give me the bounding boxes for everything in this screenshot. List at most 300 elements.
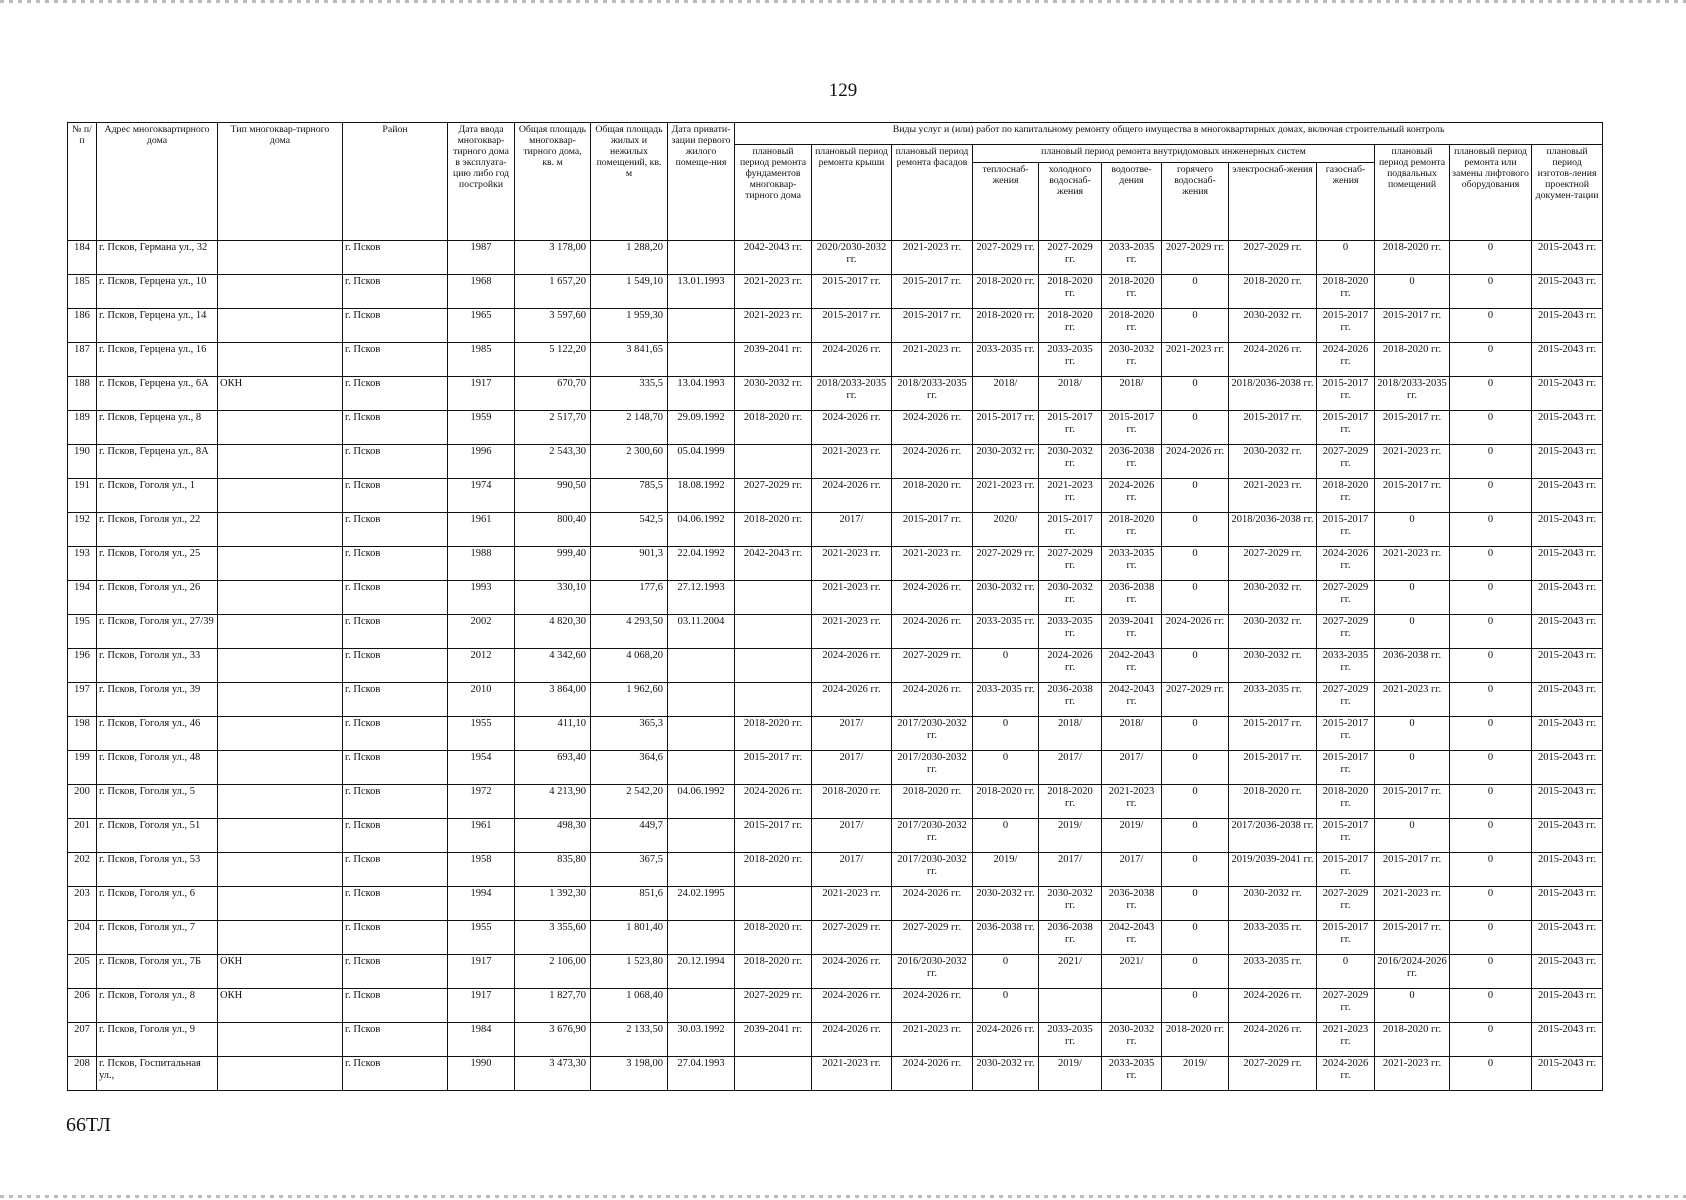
cell-electricity: 2030-2032 гг. (1229, 445, 1317, 479)
col-header-gas: газоснаб-жения (1317, 163, 1375, 241)
cell-gas: 2033-2035 гг. (1317, 649, 1375, 683)
cell-design-docs: 2015-2043 гг. (1532, 751, 1603, 785)
cell-year: 1987 (448, 241, 515, 275)
cell-year: 1955 (448, 921, 515, 955)
cell-total-area: 3 473,30 (515, 1057, 591, 1091)
cell-living-area: 2 542,20 (591, 785, 668, 819)
cell-district: г. Псков (343, 955, 448, 989)
cell-foundation: 2027-2029 гг. (735, 479, 812, 513)
cell-cold-water: 2036-2038 гг. (1039, 683, 1102, 717)
cell-living-area: 1 962,60 (591, 683, 668, 717)
cell-electricity: 2015-2017 гг. (1229, 411, 1317, 445)
cell-foundation (735, 649, 812, 683)
cell-address: г. Псков, Гоголя ул., 6 (97, 887, 218, 921)
cell-district: г. Псков (343, 309, 448, 343)
cell-privatization-date: 18.08.1992 (668, 479, 735, 513)
col-header-living-area: Общая площадь жилых и нежилых помещений, кв. м (591, 123, 668, 241)
cell-privatization-date: 13.01.1993 (668, 275, 735, 309)
cell-gas: 2018-2020 гг. (1317, 479, 1375, 513)
cell-type (218, 853, 343, 887)
cell-num: 194 (68, 581, 97, 615)
cell-privatization-date (668, 751, 735, 785)
cell-cold-water: 2024-2026 гг. (1039, 649, 1102, 683)
cell-basement: 2021-2023 гг. (1375, 1057, 1450, 1091)
cell-electricity: 2027-2029 гг. (1229, 1057, 1317, 1091)
cell-total-area: 3 676,90 (515, 1023, 591, 1057)
cell-lift: 0 (1450, 649, 1532, 683)
cell-num: 185 (68, 275, 97, 309)
cell-district: г. Псков (343, 343, 448, 377)
cell-type (218, 513, 343, 547)
table-row (68, 683, 1603, 717)
cell-drainage: 2021/ (1102, 955, 1162, 989)
cell-basement: 2018-2020 гг. (1375, 241, 1450, 275)
cell-gas: 2027-2029 гг. (1317, 683, 1375, 717)
table-row (68, 479, 1603, 513)
cell-foundation (735, 887, 812, 921)
cell-hot-water: 0 (1162, 751, 1229, 785)
cell-living-area: 4 068,20 (591, 649, 668, 683)
cell-drainage: 2017/ (1102, 853, 1162, 887)
cell-foundation: 2024-2026 гг. (735, 785, 812, 819)
cell-design-docs: 2015-2043 гг. (1532, 479, 1603, 513)
cell-cold-water: 2027-2029 гг. (1039, 547, 1102, 581)
cell-district: г. Псков (343, 751, 448, 785)
cell-drainage (1102, 989, 1162, 1023)
cell-roof: 2024-2026 гг. (812, 683, 892, 717)
col-header-hot-water: горячего водоснаб-жения (1162, 163, 1229, 241)
cell-lift: 0 (1450, 683, 1532, 717)
cell-electricity: 2021-2023 гг. (1229, 479, 1317, 513)
cell-design-docs: 2015-2043 гг. (1532, 615, 1603, 649)
cell-basement: 2021-2023 гг. (1375, 683, 1450, 717)
cell-drainage: 2033-2035 гг. (1102, 241, 1162, 275)
cell-address: г. Псков, Госпитальная ул., (97, 1057, 218, 1091)
cell-basement: 2015-2017 гг. (1375, 921, 1450, 955)
cell-privatization-date: 05.04.1999 (668, 445, 735, 479)
cell-living-area: 1 288,20 (591, 241, 668, 275)
cell-total-area: 2 543,30 (515, 445, 591, 479)
table-row (68, 955, 1603, 989)
cell-electricity: 2024-2026 гг. (1229, 1023, 1317, 1057)
cell-lift: 0 (1450, 547, 1532, 581)
cell-gas: 2027-2029 гг. (1317, 615, 1375, 649)
cell-type (218, 343, 343, 377)
cell-hot-water: 0 (1162, 309, 1229, 343)
cell-total-area: 999,40 (515, 547, 591, 581)
cell-district: г. Псков (343, 921, 448, 955)
cell-heating: 2033-2035 гг. (973, 615, 1039, 649)
cell-privatization-date (668, 649, 735, 683)
cell-facade: 2017/2030-2032 гг. (892, 853, 973, 887)
cell-foundation (735, 683, 812, 717)
cell-address: г. Псков, Гоголя ул., 22 (97, 513, 218, 547)
cell-roof: 2021-2023 гг. (812, 581, 892, 615)
cell-lift: 0 (1450, 989, 1532, 1023)
cell-electricity: 2024-2026 гг. (1229, 343, 1317, 377)
cell-type (218, 581, 343, 615)
cell-year: 1968 (448, 275, 515, 309)
cell-year: 1917 (448, 989, 515, 1023)
table-row (68, 547, 1603, 581)
cell-facade: 2018-2020 гг. (892, 479, 973, 513)
cell-heating: 2036-2038 гг. (973, 921, 1039, 955)
cell-electricity: 2027-2029 гг. (1229, 547, 1317, 581)
cell-year: 1961 (448, 513, 515, 547)
cell-total-area: 330,10 (515, 581, 591, 615)
cell-lift: 0 (1450, 309, 1532, 343)
cell-facade: 2017/2030-2032 гг. (892, 819, 973, 853)
cell-drainage: 2018/ (1102, 377, 1162, 411)
cell-address: г. Псков, Гоголя ул., 46 (97, 717, 218, 751)
cell-design-docs: 2015-2043 гг. (1532, 343, 1603, 377)
cell-gas: 2015-2017 гг. (1317, 819, 1375, 853)
cell-hot-water: 0 (1162, 819, 1229, 853)
cell-foundation: 2018-2020 гг. (735, 921, 812, 955)
cell-gas: 2015-2017 гг. (1317, 751, 1375, 785)
cell-living-area: 1 801,40 (591, 921, 668, 955)
cell-gas: 2021-2023 гг. (1317, 1023, 1375, 1057)
cell-type (218, 1023, 343, 1057)
table-row (68, 445, 1603, 479)
cell-district: г. Псков (343, 819, 448, 853)
cell-address: г. Псков, Герцена ул., 16 (97, 343, 218, 377)
cell-living-area: 542,5 (591, 513, 668, 547)
cell-type (218, 785, 343, 819)
cell-living-area: 3 198,00 (591, 1057, 668, 1091)
cell-foundation: 2027-2029 гг. (735, 989, 812, 1023)
cell-electricity: 2018/2036-2038 гг. (1229, 513, 1317, 547)
cell-address: г. Псков, Герцена ул., 6А (97, 377, 218, 411)
cell-heating: 2027-2029 гг. (973, 241, 1039, 275)
cell-living-area: 851,6 (591, 887, 668, 921)
cell-num: 202 (68, 853, 97, 887)
cell-design-docs: 2015-2043 гг. (1532, 547, 1603, 581)
cell-district: г. Псков (343, 1023, 448, 1057)
cell-roof: 2024-2026 гг. (812, 343, 892, 377)
cell-heating: 2018-2020 гг. (973, 275, 1039, 309)
cell-electricity: 2018-2020 гг. (1229, 785, 1317, 819)
cell-lift: 0 (1450, 275, 1532, 309)
cell-privatization-date: 03.11.2004 (668, 615, 735, 649)
cell-privatization-date: 24.02.1995 (668, 887, 735, 921)
cell-cold-water: 2015-2017 гг. (1039, 411, 1102, 445)
cell-gas: 2015-2017 гг. (1317, 513, 1375, 547)
cell-address: г. Псков, Германа ул., 32 (97, 241, 218, 275)
cell-address: г. Псков, Гоголя ул., 9 (97, 1023, 218, 1057)
cell-foundation: 2018-2020 гг. (735, 717, 812, 751)
cell-roof: 2015-2017 гг. (812, 309, 892, 343)
cell-year: 1965 (448, 309, 515, 343)
cell-design-docs: 2015-2043 гг. (1532, 989, 1603, 1023)
cell-cold-water: 2030-2032 гг. (1039, 887, 1102, 921)
cell-total-area: 1 827,70 (515, 989, 591, 1023)
cell-design-docs: 2015-2043 гг. (1532, 955, 1603, 989)
cell-hot-water: 2021-2023 гг. (1162, 343, 1229, 377)
col-header-basement: плановый период ремонта подвальных помещений (1375, 145, 1450, 241)
cell-electricity: 2030-2032 гг. (1229, 615, 1317, 649)
cell-cold-water: 2021-2023 гг. (1039, 479, 1102, 513)
cell-type: ОКН (218, 955, 343, 989)
cell-gas: 2024-2026 гг. (1317, 1057, 1375, 1091)
cell-privatization-date: 29.09.1992 (668, 411, 735, 445)
cell-total-area: 990,50 (515, 479, 591, 513)
cell-basement: 0 (1375, 581, 1450, 615)
cell-cold-water: 2021/ (1039, 955, 1102, 989)
cell-num: 196 (68, 649, 97, 683)
cell-lift: 0 (1450, 445, 1532, 479)
cell-district: г. Псков (343, 649, 448, 683)
cell-year: 1958 (448, 853, 515, 887)
cell-foundation: 2021-2023 гг. (735, 309, 812, 343)
cell-drainage: 2018-2020 гг. (1102, 275, 1162, 309)
cell-privatization-date: 20.12.1994 (668, 955, 735, 989)
cell-type: ОКН (218, 989, 343, 1023)
cell-hot-water: 0 (1162, 921, 1229, 955)
cell-foundation: 2018-2020 гг. (735, 513, 812, 547)
cell-design-docs: 2015-2043 гг. (1532, 513, 1603, 547)
cell-living-area: 335,5 (591, 377, 668, 411)
cell-basement: 2015-2017 гг. (1375, 411, 1450, 445)
cell-heating: 2027-2029 гг. (973, 547, 1039, 581)
cell-drainage: 2036-2038 гг. (1102, 445, 1162, 479)
cell-year: 1955 (448, 717, 515, 751)
cell-drainage: 2030-2032 гг. (1102, 1023, 1162, 1057)
cell-total-area: 498,30 (515, 819, 591, 853)
cell-drainage: 2042-2043 гг. (1102, 921, 1162, 955)
cell-hot-water: 0 (1162, 547, 1229, 581)
scan-bottom-edge (0, 1195, 1686, 1198)
cell-district: г. Псков (343, 547, 448, 581)
cell-basement: 2015-2017 гг. (1375, 479, 1450, 513)
cell-heating: 2018/ (973, 377, 1039, 411)
cell-district: г. Псков (343, 717, 448, 751)
cell-cold-water: 2017/ (1039, 853, 1102, 887)
cell-address: г. Псков, Гоголя ул., 7Б (97, 955, 218, 989)
cell-privatization-date: 22.04.1992 (668, 547, 735, 581)
cell-privatization-date (668, 683, 735, 717)
cell-roof: 2017/ (812, 853, 892, 887)
cell-lift: 0 (1450, 717, 1532, 751)
cell-electricity: 2030-2032 гг. (1229, 649, 1317, 683)
cell-district: г. Псков (343, 445, 448, 479)
cell-living-area: 1 523,80 (591, 955, 668, 989)
cell-district: г. Псков (343, 785, 448, 819)
table-row (68, 887, 1603, 921)
cell-num: 197 (68, 683, 97, 717)
cell-total-area: 411,10 (515, 717, 591, 751)
cell-facade: 2024-2026 гг. (892, 887, 973, 921)
cell-electricity: 2019/2039-2041 гг. (1229, 853, 1317, 887)
cell-cold-water: 2019/ (1039, 1057, 1102, 1091)
cell-basement: 0 (1375, 717, 1450, 751)
cell-cold-water: 2027-2029 гг. (1039, 241, 1102, 275)
cell-cold-water: 2018-2020 гг. (1039, 785, 1102, 819)
cell-roof: 2021-2023 гг. (812, 445, 892, 479)
cell-type (218, 717, 343, 751)
cell-basement: 0 (1375, 989, 1450, 1023)
cell-design-docs: 2015-2043 гг. (1532, 853, 1603, 887)
table-row (68, 411, 1603, 445)
cell-heating: 2030-2032 гг. (973, 1057, 1039, 1091)
cell-lift: 0 (1450, 853, 1532, 887)
cell-lift: 0 (1450, 819, 1532, 853)
cell-drainage: 2033-2035 гг. (1102, 1057, 1162, 1091)
cell-foundation: 2039-2041 гг. (735, 343, 812, 377)
cell-num: 193 (68, 547, 97, 581)
cell-type (218, 683, 343, 717)
cell-facade: 2027-2029 гг. (892, 649, 973, 683)
cell-roof: 2024-2026 гг. (812, 1023, 892, 1057)
cell-foundation: 2021-2023 гг. (735, 275, 812, 309)
cell-roof: 2024-2026 гг. (812, 649, 892, 683)
cell-num: 188 (68, 377, 97, 411)
cell-district: г. Псков (343, 853, 448, 887)
cell-cold-water: 2033-2035 гг. (1039, 615, 1102, 649)
cell-type (218, 547, 343, 581)
cell-year: 1972 (448, 785, 515, 819)
cell-privatization-date: 04.06.1992 (668, 513, 735, 547)
cell-total-area: 2 106,00 (515, 955, 591, 989)
cell-year: 1984 (448, 1023, 515, 1057)
cell-gas: 2015-2017 гг. (1317, 377, 1375, 411)
cell-facade: 2027-2029 гг. (892, 921, 973, 955)
cell-lift: 0 (1450, 1023, 1532, 1057)
cell-address: г. Псков, Гоголя ул., 53 (97, 853, 218, 887)
table-row (68, 785, 1603, 819)
cell-design-docs: 2015-2043 гг. (1532, 309, 1603, 343)
cell-roof: 2024-2026 гг. (812, 411, 892, 445)
cell-total-area: 4 820,30 (515, 615, 591, 649)
cell-hot-water: 0 (1162, 411, 1229, 445)
table-row (68, 921, 1603, 955)
table-row (68, 717, 1603, 751)
col-header-num: № п/п (68, 123, 97, 241)
cell-num: 192 (68, 513, 97, 547)
cell-year: 1996 (448, 445, 515, 479)
cell-privatization-date (668, 853, 735, 887)
cell-basement: 2021-2023 гг. (1375, 887, 1450, 921)
cell-basement: 0 (1375, 819, 1450, 853)
cell-facade: 2016/2030-2032 гг. (892, 955, 973, 989)
cell-hot-water: 0 (1162, 853, 1229, 887)
col-header-district: Район (343, 123, 448, 241)
cell-heating: 0 (973, 717, 1039, 751)
cell-privatization-date: 04.06.1992 (668, 785, 735, 819)
cell-foundation: 2015-2017 гг. (735, 751, 812, 785)
cell-design-docs: 2015-2043 гг. (1532, 785, 1603, 819)
cell-heating: 0 (973, 649, 1039, 683)
cell-hot-water: 2027-2029 гг. (1162, 683, 1229, 717)
cell-num: 199 (68, 751, 97, 785)
cell-facade: 2021-2023 гг. (892, 1023, 973, 1057)
cell-year: 2012 (448, 649, 515, 683)
cell-drainage: 2042-2043 гг. (1102, 683, 1162, 717)
cell-drainage: 2024-2026 гг. (1102, 479, 1162, 513)
cell-total-area: 693,40 (515, 751, 591, 785)
cell-address: г. Псков, Герцена ул., 8А (97, 445, 218, 479)
cell-hot-water: 0 (1162, 479, 1229, 513)
cell-district: г. Псков (343, 989, 448, 1023)
cell-privatization-date (668, 819, 735, 853)
cell-num: 203 (68, 887, 97, 921)
cell-lift: 0 (1450, 479, 1532, 513)
cell-living-area: 3 841,65 (591, 343, 668, 377)
cell-cold-water: 2030-2032 гг. (1039, 445, 1102, 479)
cell-cold-water: 2018-2020 гг. (1039, 275, 1102, 309)
table-row (68, 343, 1603, 377)
cell-electricity: 2033-2035 гг. (1229, 955, 1317, 989)
col-header-roof: плановый период ремонта крыши (812, 145, 892, 241)
cell-living-area: 2 133,50 (591, 1023, 668, 1057)
cell-hot-water: 0 (1162, 581, 1229, 615)
cell-privatization-date (668, 989, 735, 1023)
cell-roof: 2017/ (812, 717, 892, 751)
cell-drainage: 2036-2038 гг. (1102, 887, 1162, 921)
cell-total-area: 800,40 (515, 513, 591, 547)
cell-lift: 0 (1450, 581, 1532, 615)
cell-privatization-date: 13.04.1993 (668, 377, 735, 411)
cell-basement: 0 (1375, 615, 1450, 649)
cell-cold-water: 2033-2035 гг. (1039, 1023, 1102, 1057)
cell-design-docs: 2015-2043 гг. (1532, 377, 1603, 411)
cell-design-docs: 2015-2043 гг. (1532, 649, 1603, 683)
cell-type (218, 1057, 343, 1091)
cell-type (218, 887, 343, 921)
cell-address: г. Псков, Гоголя ул., 33 (97, 649, 218, 683)
cell-year: 1959 (448, 411, 515, 445)
table-row (68, 275, 1603, 309)
cell-total-area: 3 178,00 (515, 241, 591, 275)
cell-total-area: 3 355,60 (515, 921, 591, 955)
cell-design-docs: 2015-2043 гг. (1532, 1023, 1603, 1057)
table-row (68, 819, 1603, 853)
cell-address: г. Псков, Гоголя ул., 7 (97, 921, 218, 955)
cell-electricity: 2017/2036-2038 гг. (1229, 819, 1317, 853)
cell-district: г. Псков (343, 411, 448, 445)
cell-heating: 2033-2035 гг. (973, 683, 1039, 717)
col-header-total-area: Общая площадь многоквар-тирного дома, кв. м (515, 123, 591, 241)
cell-cold-water: 2017/ (1039, 751, 1102, 785)
table-row (68, 1023, 1603, 1057)
cell-living-area: 2 148,70 (591, 411, 668, 445)
col-header-facade: плановый период ремонта фасадов (892, 145, 973, 241)
scan-top-edge (0, 0, 1686, 3)
table-row (68, 751, 1603, 785)
cell-cold-water: 2019/ (1039, 819, 1102, 853)
cell-gas: 2027-2029 гг. (1317, 989, 1375, 1023)
cell-living-area: 449,7 (591, 819, 668, 853)
cell-cold-water: 2018/ (1039, 717, 1102, 751)
cell-lift: 0 (1450, 343, 1532, 377)
cell-address: г. Псков, Гоголя ул., 5 (97, 785, 218, 819)
cell-basement: 2015-2017 гг. (1375, 309, 1450, 343)
cell-gas: 2024-2026 гг. (1317, 547, 1375, 581)
cell-lift: 0 (1450, 411, 1532, 445)
cell-roof: 2024-2026 гг. (812, 989, 892, 1023)
cell-hot-water: 0 (1162, 275, 1229, 309)
cell-drainage: 2018-2020 гг. (1102, 309, 1162, 343)
cell-facade: 2024-2026 гг. (892, 445, 973, 479)
cell-drainage: 2017/ (1102, 751, 1162, 785)
cell-design-docs: 2015-2043 гг. (1532, 887, 1603, 921)
col-header-type: Тип многоквар-тирного дома (218, 123, 343, 241)
col-header-drainage: водоотве-дения (1102, 163, 1162, 241)
col-header-heating: теплоснаб-жения (973, 163, 1039, 241)
cell-num: 198 (68, 717, 97, 751)
cell-foundation (735, 581, 812, 615)
table-row (68, 241, 1603, 275)
